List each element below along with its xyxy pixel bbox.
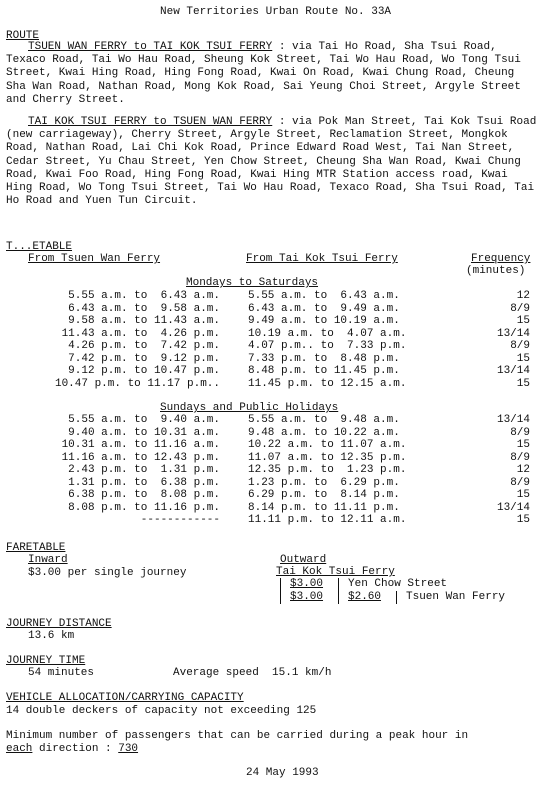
document-date: 24 May 1993 (246, 767, 319, 779)
frequency-value: 12 (516, 464, 530, 476)
holiday-label: Sundays and Public Holidays (160, 402, 339, 414)
frequency-value: 15 (516, 377, 530, 390)
route-inbound-name: TAI KOK TSUI FERRY to TSUEN WAN FERRY (28, 116, 273, 128)
vehicle-value: 14 double deckers of capacity not exceeding 125 (6, 705, 317, 717)
journey-time-heading: JOURNEY TIME (6, 655, 86, 667)
fare-tsuen-wan-a: $3.00 (290, 591, 324, 603)
depart-tai-kok-tsui: 11.11 p.m. to 12.11 a.m. (248, 514, 407, 526)
depart-tsuen-wan: 9.40 a.m. to 10.31 a.m. (68, 426, 220, 439)
journey-time-value: 54 minutes (28, 667, 95, 679)
average-speed: Average speed 15.1 km/h (173, 667, 332, 679)
depart-tai-kok-tsui: 6.43 a.m. to 9.49 a.m. (248, 302, 400, 315)
depart-tsuen-wan: 11.16 a.m. to 12.43 p.m. (61, 451, 220, 464)
frequency-value: 8/9 (510, 451, 530, 464)
depart-tsuen-wan: ------------ (140, 514, 220, 526)
depart-tsuen-wan: 6.43 a.m. to 9.58 a.m. (68, 302, 220, 315)
stop-yen-chow: Yen Chow Street (348, 578, 448, 590)
stop-tsuen-wan: Tsuen Wan Ferry (406, 591, 506, 603)
depart-tai-kok-tsui: 12.35 p.m. to 1.23 p.m. (248, 464, 407, 476)
frequency-value: 15 (516, 352, 530, 365)
frequency-value: 15 (516, 439, 530, 451)
frequency-value: 12 (516, 290, 530, 302)
frequency-value: 8/9 (510, 340, 530, 352)
route-inbound-paragraph (6, 116, 538, 208)
depart-tai-kok-tsui: 6.29 p.m. to 8.14 p.m. (248, 489, 400, 501)
fare-bracket-left (280, 578, 281, 604)
frequency-value: 8/9 (510, 302, 530, 315)
capacity-direction: direction : (32, 743, 119, 755)
depart-tsuen-wan: 8.08 p.m. to 11.16 p.m. (68, 501, 220, 514)
capacity-each: each (6, 743, 33, 755)
depart-tai-kok-tsui: 11.45 p.m. to 12.15 a.m. (248, 377, 407, 390)
route-inbound-via: : via Pok Man Street, Tai Kok Tsui Road (new carriageway), Cherry Street, Argyle Street, Reclamation Street, Mongkok Road, Nathan Road, Lai Chi Kok Road, Prince Edward Road West, Tai Nan Street, Cedar Street, Yu Chau Street, Yen Chow Street, Cheung Sha Wan Road, Kwai Chung Road, Kwai Foo Road, Hing Fong Road, Kwai Hing MTR Station access road, Kwai Hing Road, Wo Tong Tsui Street, Tai Wo Hau Road, Texaco Road, Sha Tsui Road, Tai Ho Road and Yuen Tun Circuit. (6, 116, 537, 208)
document-title: New Territories Urban Route No. 33A (160, 6, 392, 18)
frequency-value: 15 (516, 514, 530, 526)
inward-fare: $3.00 per single journey (28, 567, 187, 579)
frequency-value: 8/9 (510, 426, 530, 439)
fare-yen-chow: $3.00 (290, 578, 324, 590)
capacity-line (6, 743, 138, 756)
frequency-value: 15 (516, 489, 530, 501)
route-outbound-name: TSUEN WAN FERRY to TAI KOK TSUI FERRY (28, 41, 273, 53)
depart-tai-kok-tsui: 8.14 p.m. to 11.11 p.m. (248, 501, 400, 514)
depart-tai-kok-tsui: 1.23 p.m. to 6.29 p.m. (248, 476, 400, 489)
frequency-value: 13/14 (496, 414, 530, 426)
depart-tsuen-wan: 5.55 a.m. to 6.43 a.m. (68, 290, 220, 302)
outward-origin: Tai Kok Tsui Ferry (276, 566, 395, 578)
col-header-tsuen-wan: From Tsuen Wan Ferry (28, 253, 161, 265)
depart-tsuen-wan: 9.12 p.m. to 10.47 p.m. (68, 365, 220, 377)
depart-tsuen-wan: 6.38 p.m. to 8.08 p.m. (68, 489, 220, 501)
depart-tsuen-wan: 7.42 p.m. to 9.12 p.m. (68, 352, 220, 365)
depart-tsuen-wan: 1.31 p.m. to 6.38 p.m. (68, 476, 220, 489)
depart-tai-kok-tsui: 5.55 a.m. to 9.48 a.m. (248, 414, 400, 426)
weekday-label: Mondays to Saturdays (186, 277, 319, 289)
route-heading: ROUTE (6, 30, 40, 42)
col-header-frequency-unit: (minutes) (466, 265, 526, 277)
depart-tsuen-wan: 10.31 a.m. to 11.16 a.m. (61, 439, 220, 451)
outward-label: Outward (280, 554, 327, 566)
frequency-value: 13/14 (496, 327, 530, 340)
col-header-tai-kok-tsui: From Tai Kok Tsui Ferry (246, 253, 398, 265)
frequency-value: 13/14 (496, 501, 530, 514)
depart-tai-kok-tsui: 8.48 p.m. to 11.45 p.m. (248, 365, 400, 377)
depart-tai-kok-tsui: 10.22 a.m. to 11.07 a.m. (248, 439, 407, 451)
depart-tai-kok-tsui: 4.07 p.m.. to 7.33 p.m. (248, 340, 407, 352)
depart-tai-kok-tsui: 11.07 a.m. to 12.35 p.m. (248, 451, 407, 464)
route-outbound-via: : via Tai Ho Road, Sha Tsui Road, Texaco Road, Tai Wo Hau Road, Sheung Kok Street, Tai Wo Hau Road, Wo Tong Tsui Street, Kwai Hing Road, Hing Fong Road, Kwai On Road, Kwai Chung Road, Cheung Sha Wan Road, Nathan Road, Mong Kok Road, Sai Yeung Choi Street, Argyle Street and Cherry Street. (6, 41, 521, 106)
faretable-heading: FARETABLE (6, 542, 66, 554)
frequency-value: 8/9 (510, 476, 530, 489)
timetable-heading: T...ETABLE (6, 241, 73, 253)
capacity-text: Minimum number of passengers that can be carried during a peak hour in (6, 730, 469, 742)
depart-tsuen-wan: 2.43 p.m. to 1.31 p.m. (68, 464, 220, 476)
vehicle-heading: VEHICLE ALLOCATION/CARRYING CAPACITY (6, 692, 244, 704)
depart-tsuen-wan: 9.58 a.m. to 11.43 a.m. (68, 315, 220, 327)
journey-distance-heading: JOURNEY DISTANCE (6, 618, 112, 630)
fare-tsuen-wan-b: $2.60 (348, 591, 382, 603)
depart-tai-kok-tsui: 10.19 a.m. to 4.07 a.m. (248, 327, 407, 340)
depart-tai-kok-tsui: 9.48 a.m. to 10.22 a.m. (248, 426, 400, 439)
inward-label: Inward (28, 554, 68, 566)
depart-tsuen-wan: 11.43 a.m. to 4.26 p.m. (61, 327, 220, 340)
col-header-frequency: Frequency (471, 253, 531, 265)
fare-bracket-right (396, 591, 397, 604)
depart-tai-kok-tsui: 5.55 a.m. to 6.43 a.m. (248, 290, 400, 302)
depart-tsuen-wan: 5.55 a.m. to 9.40 a.m. (68, 414, 220, 426)
depart-tsuen-wan: 10.47 p.m. to 11.17 p.m.. (54, 377, 220, 390)
route-outbound-paragraph (6, 41, 538, 107)
frequency-value: 15 (516, 315, 530, 327)
fare-bracket-mid (338, 578, 339, 604)
depart-tsuen-wan: 4.26 p.m. to 7.42 p.m. (68, 340, 220, 352)
capacity-value: 730 (118, 743, 139, 755)
journey-distance-value: 13.6 km (28, 630, 75, 642)
depart-tai-kok-tsui: 7.33 p.m. to 8.48 p.m. (248, 352, 400, 365)
depart-tai-kok-tsui: 9.49 a.m. to 10.19 a.m. (248, 315, 400, 327)
frequency-value: 13/14 (496, 365, 530, 377)
